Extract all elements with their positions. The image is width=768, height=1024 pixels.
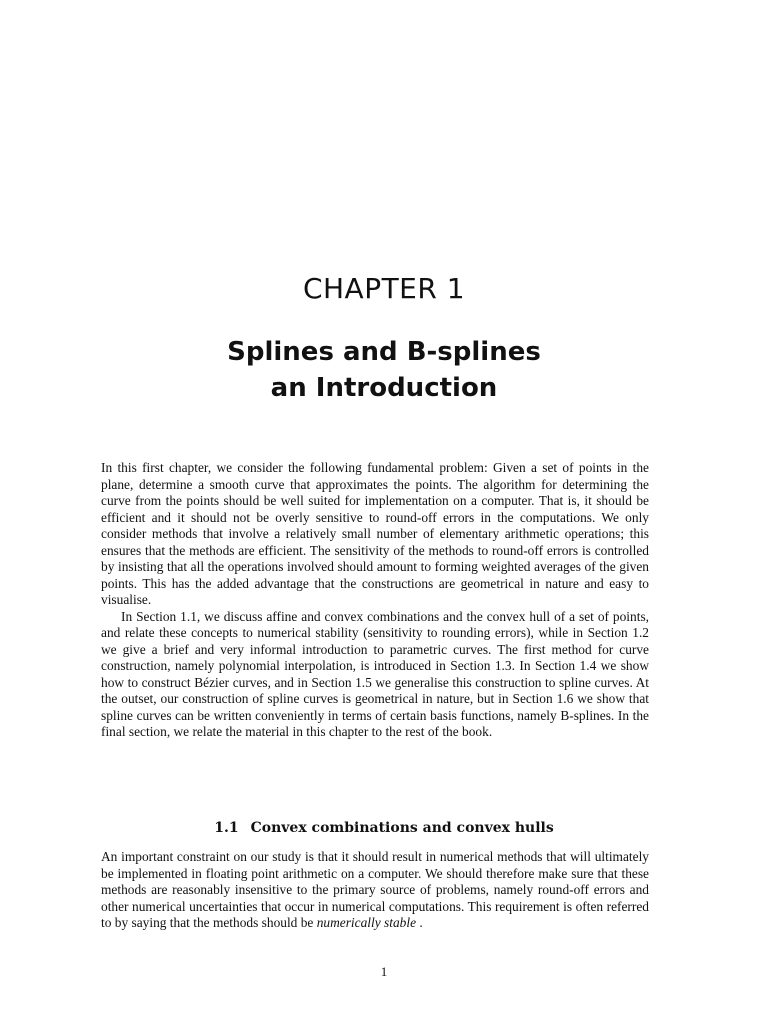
chapter-title-line-2: an Introduction [270,373,498,403]
chapter-title-line-1: Splines and B-splines [227,337,541,367]
chapter-label: CHAPTER 1 [302,272,466,305]
intro-paragraph-1: In this first chapter, we consider the following fundamental problem: Given a set of points in the plane, determine a smooth curve that approximates the points. The algorithm for determining the curve from the points should be well suited for implementation on a computer. That is, it should be efficient and it should not be overly sensitive to round-off errors in the computations. We only consider methods that involve a relatively small number of elementary arithmetic operations; this ensures that the methods are efficient. The sensitivity of the methods to round-off errors is controlled by insisting that all the operations involved should amount to forming weighted averages of the given points. This has the added advantage that the constructions are geometrical in nature and easy to visualise. [101,460,649,607]
section-heading [0,820,768,836]
section-body [101,849,649,932]
section-paragraph [101,849,649,932]
page-number: 1 [380,964,388,979]
section-text-before-emphasis: An important constraint on our study is that it should result in numerical methods that will ultimately be implemented in floating point arithmetic on a computer. We should therefore make sure that these methods are reasonably insensitive to the primary source of problems, namely round-off errors and other numerical uncertainties that occur in numerical computations. This requirement is often referred to by saying that the methods should be [101,849,649,930]
chapter-introduction [101,460,649,741]
section-text-after-emphasis: . [416,915,423,930]
section-title: Convex combinations and convex hulls [250,820,554,836]
intro-paragraph-2: In Section 1.1, we discuss affine and convex combinations and the convex hull of a set of points, and relate these concepts to numerical stability (sensitivity to rounding errors), while in Section 1.2 we give a brief and very informal introduction to parametric curves. The first method for curve construction, namely polynomial interpolation, is introduced in Section 1.3. In Section 1.4 we show how to construct Bézier curves, and in Section 1.5 we generalise this construction to spline curves. At the outset, our construction of spline curves is geometrical in nature, but in Section 1.6 we show that spline curves can be written conveniently in terms of certain basis functions, namely B-splines. In the final section, we relate the material in this chapter to the rest of the book. [101,608,649,739]
section-number: 1.1 [214,820,239,836]
chapter-title [0,334,768,406]
section-emphasis: numerically stable [316,915,417,930]
